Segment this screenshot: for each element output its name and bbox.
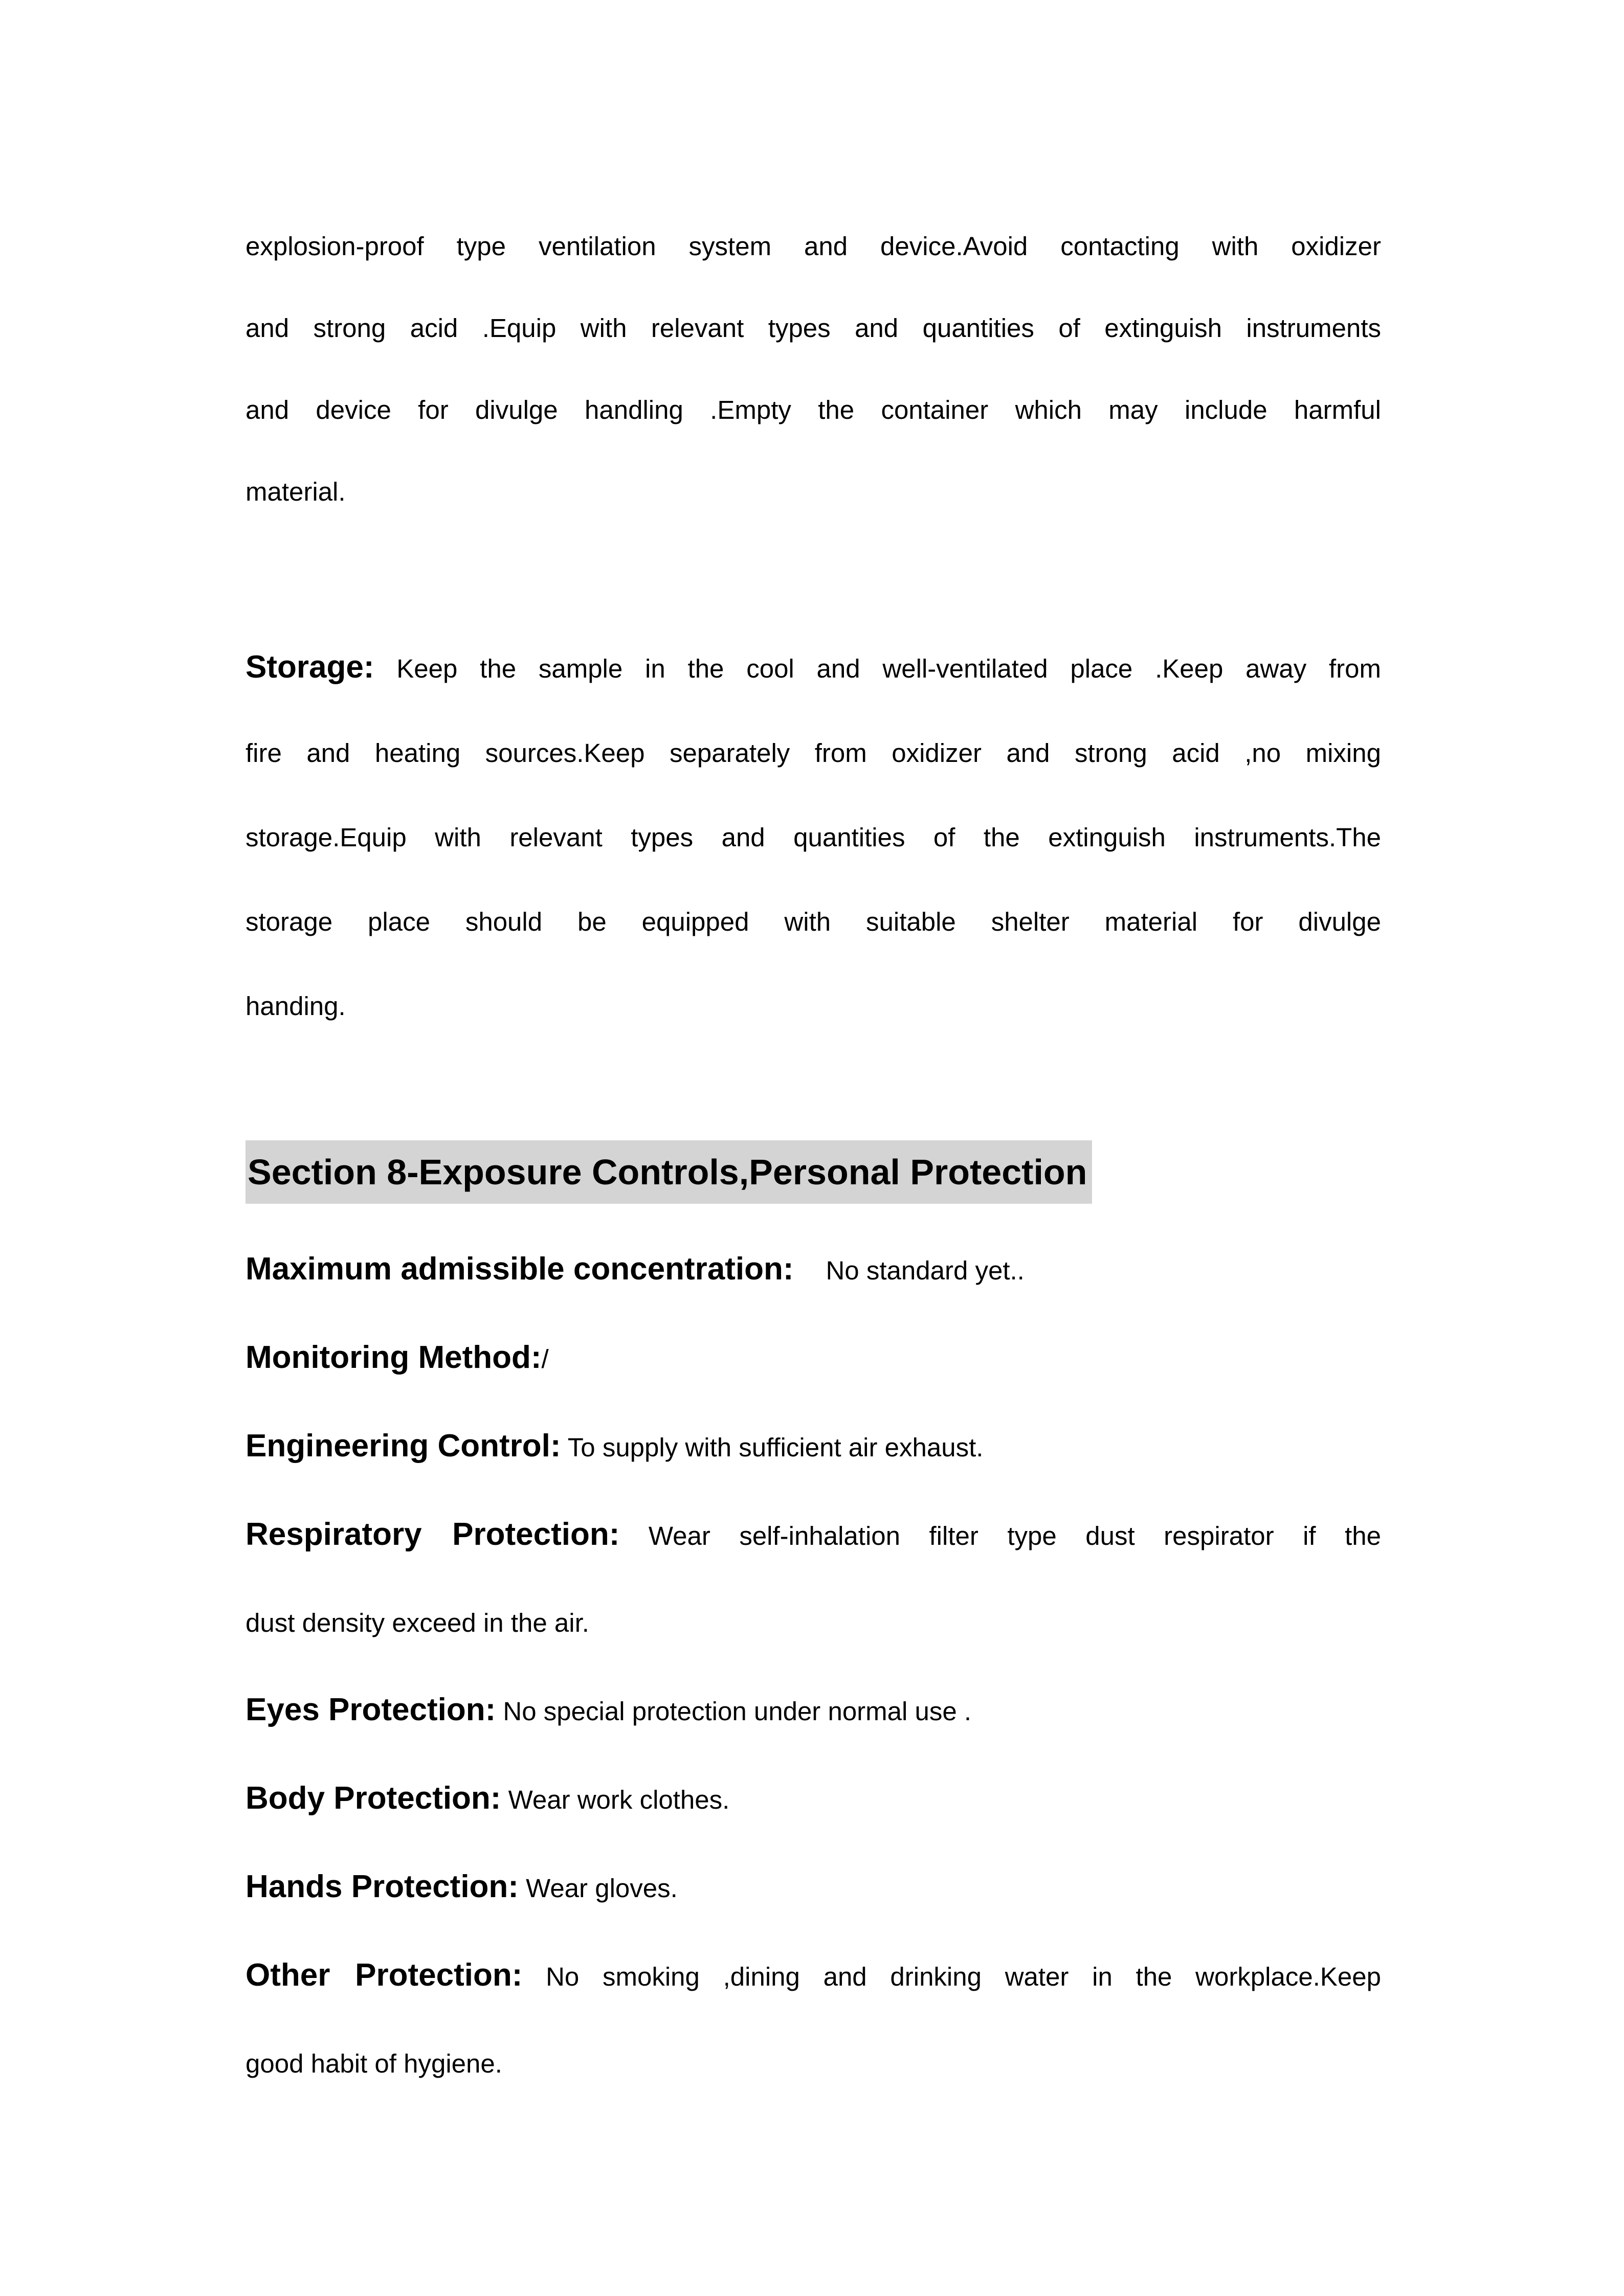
body-text: Wear self-inhalation filter type dust respirator if the bbox=[619, 1521, 1381, 1550]
body-text: Wear gloves. bbox=[518, 1874, 678, 1903]
text-line bbox=[246, 1314, 1381, 1403]
text-line bbox=[246, 964, 1381, 1048]
field-label: Eyes Protection: bbox=[246, 1692, 496, 1727]
exposure-control-items bbox=[246, 1226, 1381, 2107]
section-8-header bbox=[246, 1129, 1381, 1226]
storage-paragraph bbox=[246, 625, 1381, 1048]
text-line bbox=[246, 1667, 1381, 1755]
body-text: dust density exceed in the air. bbox=[246, 1608, 589, 1637]
body-text: No smoking ,dining and drinking water in the workplace.Keep bbox=[522, 1962, 1382, 1991]
field-label: Storage: bbox=[246, 649, 374, 685]
body-text: and device for divulge handling .Empty the container which may include harmful bbox=[246, 395, 1381, 424]
body-text: explosion-proof type ventilation system and device.Avoid contacting with oxidizer bbox=[246, 232, 1381, 261]
text-line bbox=[246, 1491, 1381, 1580]
body-text: good habit of hygiene. bbox=[246, 2049, 502, 2078]
section-header-highlight: Section 8-Exposure Controls,Personal Protection bbox=[246, 1140, 1092, 1204]
field-label: Engineering Control: bbox=[246, 1428, 561, 1464]
body-text: handing. bbox=[246, 992, 346, 1021]
text-line bbox=[246, 711, 1381, 795]
handling-continuation-paragraph bbox=[246, 206, 1381, 533]
field-label: Other Protection: bbox=[246, 1957, 523, 1993]
text-line bbox=[246, 206, 1381, 287]
body-text: Wear work clothes. bbox=[501, 1785, 730, 1814]
text-line bbox=[246, 1580, 1381, 1667]
field-label: Maximum admissible concentration: bbox=[246, 1251, 794, 1287]
field-label: Monitoring Method: bbox=[246, 1340, 542, 1375]
body-text: fire and heating sources.Keep separately from oxidizer and strong acid ,no mixing bbox=[246, 738, 1381, 768]
text-line bbox=[246, 625, 1381, 711]
body-text: / bbox=[541, 1344, 549, 1374]
text-line bbox=[246, 1932, 1381, 2020]
body-text: Keep the sample in the cool and well-ventilated place .Keep away from bbox=[374, 654, 1381, 683]
body-text: No special protection under normal use . bbox=[496, 1697, 972, 1726]
body-text: storage.Equip with relevant types and quantities of the extinguish instruments.The bbox=[246, 823, 1381, 852]
text-line bbox=[246, 795, 1381, 880]
text-line bbox=[246, 1755, 1381, 1843]
body-text: material. bbox=[246, 477, 346, 506]
body-text: and strong acid .Equip with relevant types and quantities of extinguish instruments bbox=[246, 313, 1381, 343]
text-line bbox=[246, 1843, 1381, 1932]
text-line bbox=[246, 287, 1381, 369]
body-text: storage place should be equipped with suitable shelter material for divulge bbox=[246, 907, 1381, 936]
field-label: Respiratory Protection: bbox=[246, 1517, 620, 1552]
text-line bbox=[246, 1226, 1381, 1314]
body-text: No standard yet.. bbox=[826, 1256, 1025, 1285]
text-line bbox=[246, 2020, 1381, 2107]
field-label: Body Protection: bbox=[246, 1781, 501, 1816]
text-line bbox=[246, 880, 1381, 964]
text-line bbox=[246, 1403, 1381, 1491]
field-label: Hands Protection: bbox=[246, 1869, 519, 1904]
body-text: To supply with sufficient air exhaust. bbox=[561, 1433, 984, 1462]
text-line bbox=[246, 451, 1381, 533]
text-line bbox=[246, 369, 1381, 451]
